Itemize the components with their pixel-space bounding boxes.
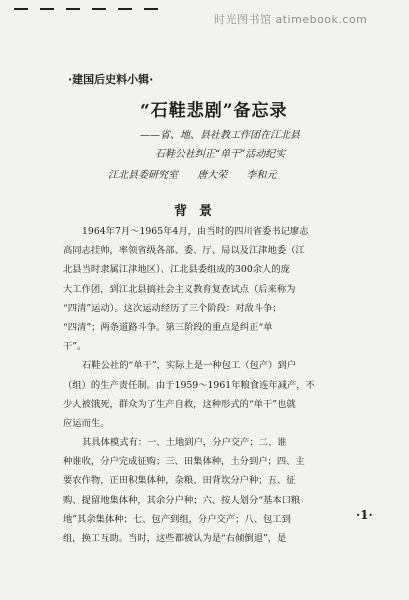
page-number: ·1·: [356, 508, 373, 522]
text-line: “四清”；两条道路斗争。第三阶段的重点是纠正“单: [63, 321, 273, 333]
text-line: （组）的生产责任制。由于1959～1961年粮食连年减产，不: [63, 379, 315, 391]
article-body: [63, 222, 375, 548]
text-line: 组，换工互助。当时，这些都被认为是“右倾倒退”，是: [63, 533, 287, 544]
text-line: 其具体模式有：一、土地到户，分户交产；二、谁: [82, 437, 287, 449]
text-line: “四清”运动）。这次运动经历了三个阶段：对敌斗争；: [63, 302, 282, 314]
subtitle-line-2: 石鞋公社纠正“单干”活动纪实: [155, 149, 286, 160]
dash-mark: [40, 8, 54, 10]
header-dashes: [14, 8, 164, 14]
text-line: 要农作物，正田积集体种，杂粮、田背坎分户种；五、征: [63, 475, 296, 487]
dash-mark: [118, 8, 132, 10]
author-name: 唐大荣: [197, 170, 228, 181]
dash-mark: [66, 8, 80, 10]
dash-mark: [144, 8, 158, 10]
text-line: 应运而生。: [63, 417, 110, 429]
text-line: 地”其余集体种；七、包产到组，分户交产；八、包工到: [63, 513, 291, 525]
author-line: [108, 166, 292, 181]
series-label: ·建国后史料小辑·: [68, 73, 154, 86]
article-title: “石鞋悲剧”备忘录: [140, 101, 288, 121]
dash-mark: [92, 8, 106, 10]
text-line: 购、提留地集体种，其余分户种；六、按人划分“基本口粮: [63, 494, 301, 506]
text-line: 种谁收，分户完成征购；三、田集体种，土分到户；四、主: [63, 456, 305, 468]
text-line: 北县当时隶属江津地区）、江北县委组成的300余人的庞: [63, 264, 290, 276]
text-line: 干”。: [63, 341, 87, 353]
dash-mark: [14, 8, 28, 10]
text-line: 石鞋公社的“单干”，实际上是一种包工（包产）到户: [82, 360, 297, 372]
text-line: 少人被饿死，群众为了生产自救，这种形式的“单干”也就: [63, 398, 296, 410]
watermark: 时光图书馆 atimebook.com: [214, 13, 368, 26]
text-line: 1964年7月～1965年4月，由当时的四川省委书记廖志: [82, 226, 309, 237]
section-heading: 背景: [174, 204, 225, 219]
text-line: 大工作团，到江北县搞社会主义教育复查试点（后来称为: [63, 283, 296, 295]
text-line: 高同志挂帅，率领省级各部、委、厅、局以及江津地委（江: [63, 245, 305, 257]
subtitle-line-1: ——省、地、县社教工作团在江北县: [140, 130, 300, 141]
author-name: 李和元: [246, 170, 277, 181]
author-affiliation: 江北县委研究室: [108, 170, 178, 181]
